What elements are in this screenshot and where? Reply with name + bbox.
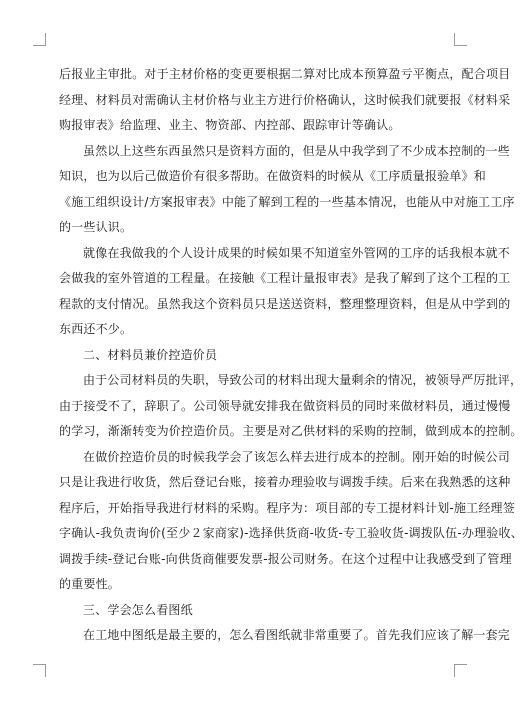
crop-mark-bottom-right: [454, 664, 467, 677]
text-line: 知识，也为以后己做造价有很多帮助。在做资料的时候从《工序质量报验单》和: [59, 169, 487, 183]
crop-mark-bottom-left: [33, 664, 46, 677]
section-heading: 二、材料员兼价控造价员: [83, 347, 218, 362]
crop-mark-top-left: [33, 33, 46, 46]
text-line: 在做价控造价员的时候我学会了该怎么样去进行成本的控制。刚开始的时候公司: [83, 449, 511, 464]
text-line: 在工地中图纸是最主要的，怎么看图纸就非常重要了。首先我们应该了解一套完: [83, 628, 511, 642]
text-line: 《施工组织设计/方案报审表》中能了解到工程的一些基本情况，也能从中对施工工序: [59, 194, 515, 209]
text-line: 经理、材料员对需确认主材价格与业主方进行价格确认，这时候我们就要报《材料采: [59, 92, 511, 107]
text-line: 的一些认识。: [59, 220, 133, 234]
text-line: 调拨手续-登记台账-向供货商催要发票-报公司财务。在这个过程中让我感受到了管理: [59, 551, 512, 566]
text-line: 后报业主审批。对于主材价格的变更要根据二算对比成本预算盈亏平衡点，配合项目: [59, 67, 511, 81]
text-line: 程款的支付情况。虽然我这个资料员只是送送资料，整理整理资料，但是从中学到的: [59, 296, 511, 311]
text-line: 虽然以上这些东西虽然只是资料方面的，但是从中我学到了不少成本控制的一些: [83, 143, 511, 158]
text-line: 的重要性。: [59, 577, 121, 591]
text-line: 就像在我做我的个人设计成果的时候如果不知道室外管网的工序的话我根本就不: [83, 245, 511, 260]
text-line: 的学习，渐渐转变为价控造价员。主要是对乙供材料的采购的控制，做到成本的控制。: [59, 424, 523, 438]
text-line: 由于公司材料员的失职，导致公司的材料出现大量剩余的情况，被领导严厉批评，: [83, 373, 523, 387]
crop-mark-top-right: [454, 33, 467, 46]
text-line: 会做我的室外管道的工程量。在接触《工程计量报审表》是我了解到了这个工程的工: [59, 271, 511, 285]
document-body: [59, 62, 523, 649]
text-line: 程序后，开始指导我进行材料的采购。程序为：项目部的专工提材料计划-施工经理签: [59, 500, 515, 515]
text-line: 字确认-我负责询价(至少２家商家)-选择供货商-收货-专工验收货-调拨队伍-办理验收、: [59, 526, 523, 540]
text-line: 由于接受不了，辞职了。公司领导就安排我在做资料员的同时来做材料员，通过慢慢: [59, 398, 511, 413]
text-line: 东西还不少。: [59, 322, 133, 336]
text-line: 只是让我进行收货，然后登记台账，接着办理验收与调拨手续。后来在我熟悉的这种: [59, 475, 511, 489]
text-line: 购报审表》给监理、业主、物资部、内控部、跟踪审计等确认。: [59, 118, 401, 132]
section-heading: 三、学会怎么看图纸: [83, 602, 193, 617]
